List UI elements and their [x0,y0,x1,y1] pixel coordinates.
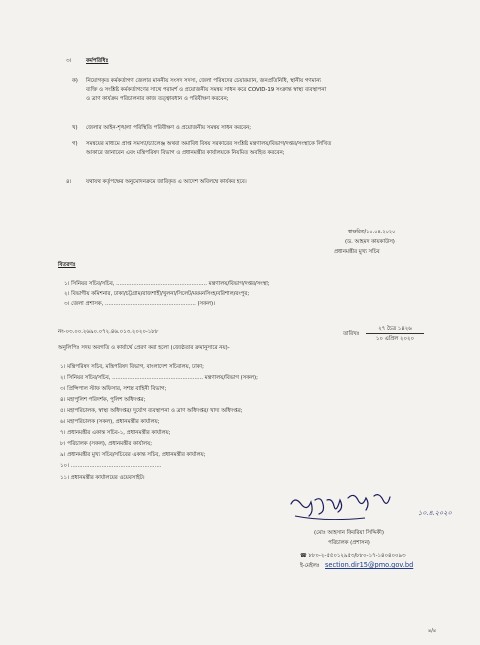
distribution-item: ১। সিনিয়র সচিব/সচিব, ..................................................... মন্ত্রণালয়/বিভাগ/দপ্তর/সংস্থা; [64,281,270,287]
signatory-designation: পরিচালক (প্রশাসন) [328,540,370,546]
section-title: কর্মপরিধিঃ [86,58,109,64]
signatory-name: (মোঃ আহসান কিবরিয়া সিদ্দিকী) [314,530,384,536]
memo-number: নং-০৩.০০.২৬৯০.০৭২.৪৬.০১৩.২০২০-১৮৮ [58,329,159,335]
item-label: গ) [72,141,78,147]
copy-item: ৬। মহাপরিচালক (সকল), প্রধানমন্ত্রীর কার্যালয়; [60,419,160,425]
copy-item: ১। মন্ত্রিপরিষদ সচিব, মন্ত্রিপরিষদ বিভাগ, বাংলাদেশ সচিবালয়, ঢাকা; [60,364,204,370]
distribution-title: বিতরণঃ [58,262,76,268]
date-bangla: ২৭ চৈত্র ১৪২৬ [366,326,424,334]
copy-intro: অনুলিপিঃ সদয় অবগতি ও কার্যার্থে প্রেরণ করা হলো (জ্যেষ্ঠতার ক্রমানুসারে নয়)- [58,345,230,351]
date-english: ১০ এপ্রিল ২০২০ [375,336,415,342]
item-line: নিয়োগকৃত কর্মকর্তাগণ জেলার মাননীয় সংসদ সদস্য, জেলা পরিষদের চেয়ারম্যান, জনপ্রতিনিধি, স্থানীয় গণমান্য [86,78,321,84]
copy-item: ৪। মহাপুলিশ পরিদর্শক, পুলিশ অধিদপ্তর; [60,397,146,403]
date-label: তারিখঃ [343,331,360,337]
phone-number: ☎ ৮৮০-২-৫৫০১২৯৫৩/৮৮০-১৭-১৪০৪০০৯৩ [300,553,406,559]
copy-item: ৯। প্রধানমন্ত্রীর মুখ্য সচিব/সচিবের একান্ত সচিব, প্রধানমন্ত্রীর কার্যালয়; [60,452,206,458]
signatory-designation: প্রধানমন্ত্রীর মুখ্য সচিব [334,249,380,255]
copy-item: ২। সিনিয়র সচিব/সচিব, ..................................................... মন্ত্রণালয়/বিভাগ (সকল); [60,375,258,381]
section-number: ৪। [66,179,72,185]
item-line: আকারে জানাবেন এবং মন্ত্রিপরিষদ বিভাগ ও প্রধানমন্ত্রীর কার্যালয়কে নিয়মিত অবহিত করবেন; [86,150,285,156]
distribution-item: ৩। জেলা প্রশাসক, ..................................................... (সকল)। [64,301,215,307]
copy-item: ৭। প্রধানমন্ত্রীর একান্ত সচিব-১, প্রধানমন্ত্রীর কার্যালয়; [60,430,171,436]
copy-item: ১০। ..................................................... [60,463,162,469]
signature-date: ১০.৪.২০২০ [418,509,452,517]
copy-item: ৫। মহাপরিচালক, স্বাস্থ্য অধিদপ্তর/ দুর্যোগ ব্যবস্থাপনা ও ত্রাণ অধিদপ্তর/ খাদ্য অধিদপ্তর; [60,408,243,414]
page-number: ৪/৪ [428,628,437,634]
handwritten-signature [285,492,425,528]
signatory-name: (ড. আহমদ কায়কাউস) [345,239,395,245]
initial-date: স্বাক্ষরিত/১০.০৪.২০২০ [348,229,396,235]
copy-item: ৩। প্রিন্সিপাল স্টাফ অফিসার, সশস্ত্র বাহিনী বিভাগ; [60,386,167,392]
item-label: ক) [72,78,78,84]
item-label: খ) [72,125,78,131]
item-line: ব্যক্তি ও সংশ্লিষ্ট কর্মকর্তাগণের সাথে পরামর্শ ও প্রয়োজনীয় সমন্বয় সাধন করে COVID-19 সংক্রান্ত স্বাস্থ্য ব্যবস্থাপনা [86,87,327,93]
item-line: সমন্বয়ের মাধ্যমে প্রাপ্ত সমস্যা/চ্যালেঞ্জ অথবা অমাবিধ বিষয় সরকারের সংশ্লিষ্ট মন্ত্রণালয়/বিভাগ/দপ্তর/সংস্থাকে লিখিত [86,141,332,147]
section-text: যথাযথ কর্তৃপক্ষের অনুমোদনক্রমে জারিকৃত এ আদেশ অবিলম্বে কার্যকর হবে। [86,179,247,185]
distribution-item: ২। বিভাগীয় কমিশনার, ঢাকা/চট্টগ্রাম/রাজশাহী/খুলনা/সিলেট/ময়মনসিংহ/বরিশাল/রংপুর; [64,291,250,297]
copy-item: ১১। প্রধানমন্ত্রীর কার্যালয়ের ওয়েবসাইট। [60,475,145,481]
copy-item: ৮। পরিচালক (সকল), প্রধানমন্ত্রীর কার্যালয়; [60,441,153,447]
item-line: জেলার আইন-শৃঙ্খলা পরিস্থিতি পরিবীক্ষণ ও প্রয়োজনীয় সমন্বয় সাধন করবেন; [86,125,252,131]
email-link[interactable]: section.dir15@pmo.gov.bd [325,561,414,569]
item-line: ও ত্রাণ কার্যক্রম পরিচালনার কাজ তত্ত্বাবধান ও পরিবীক্ষণ করবেন; [86,96,229,102]
email-label: ই-মেইলঃ [300,563,320,569]
section-number: ৩। [66,58,72,64]
